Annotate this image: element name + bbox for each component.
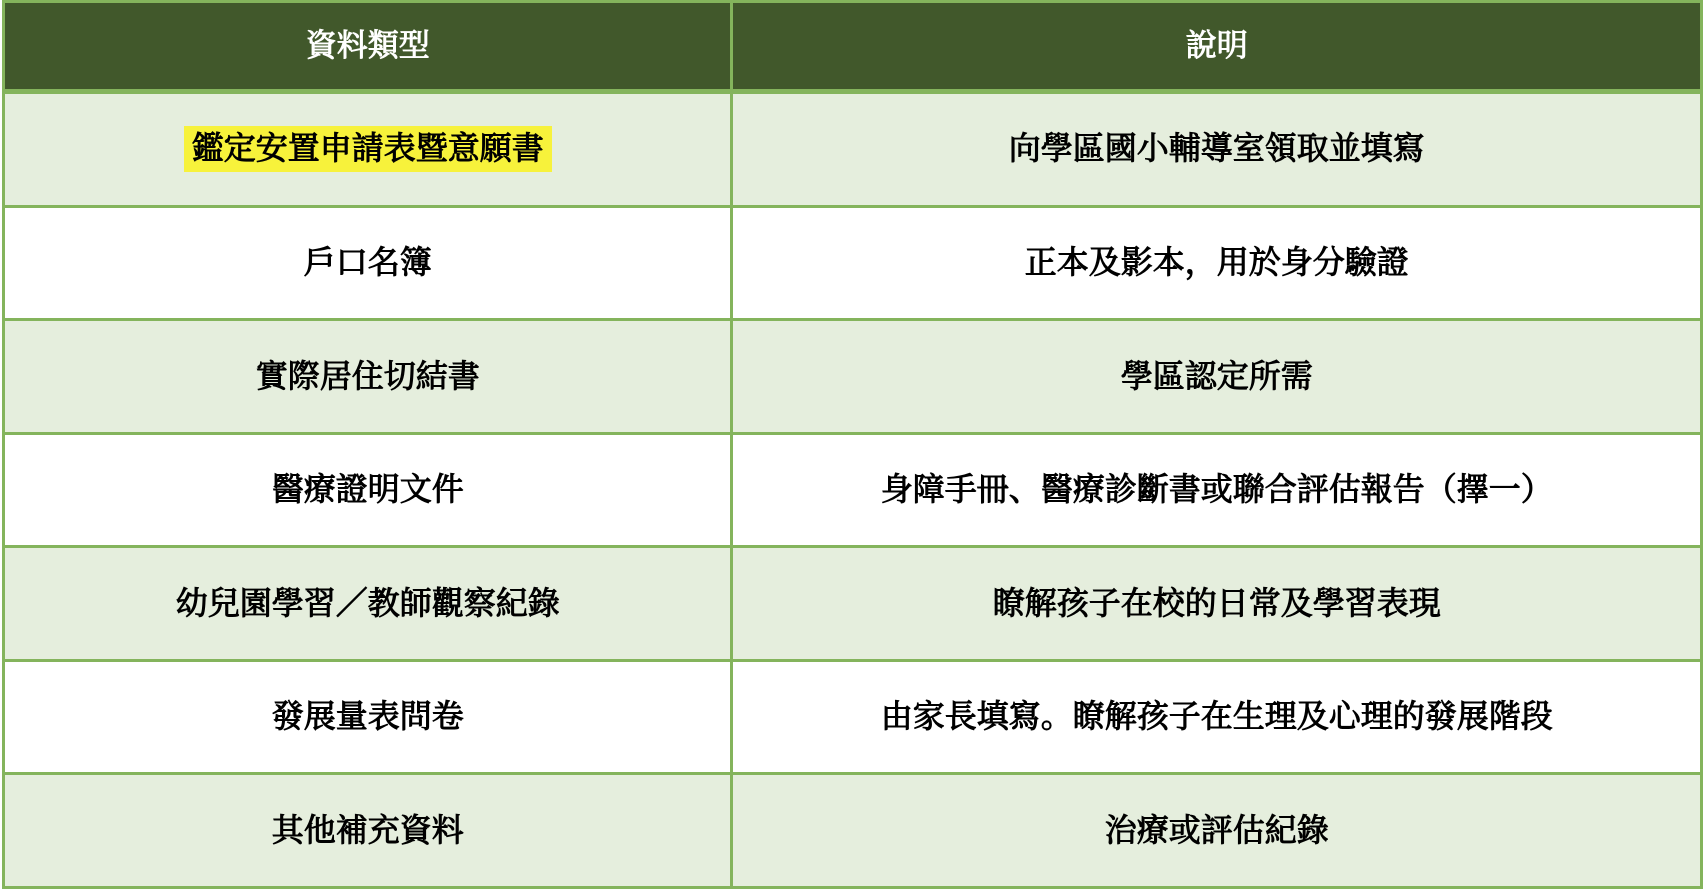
cell-doc-type <box>5 94 730 205</box>
cell-doc-type: 發展量表問卷 <box>271 698 464 735</box>
cell-doc-desc: 向學區國小輔導室領取並填寫 <box>730 94 1700 205</box>
cell-doc-desc: 學區認定所需 <box>730 321 1700 432</box>
header-data-type: 資料類型 <box>305 27 430 63</box>
table-row <box>5 94 1700 205</box>
table-row <box>5 772 1700 886</box>
documents-required-table <box>2 0 1703 889</box>
table-row <box>5 659 1700 773</box>
table-row <box>5 432 1700 546</box>
table-row <box>5 205 1700 319</box>
cell-doc-desc: 治療或評估紀錄 <box>730 775 1700 886</box>
cell-doc-desc: 由家長填寫。瞭解孩子在生理及心理的發展階段 <box>730 662 1700 773</box>
cell-doc-desc: 瞭解孩子在校的日常及學習表現 <box>730 548 1700 659</box>
cell-doc-desc: 身障手冊、醫療診斷書或聯合評估報告（擇一） <box>730 435 1700 546</box>
table-header-row <box>5 3 1700 94</box>
table-row <box>5 545 1700 659</box>
table-row <box>5 318 1700 432</box>
cell-doc-type: 戶口名簿 <box>303 244 432 281</box>
cell-doc-type: 其他補充資料 <box>271 811 464 848</box>
highlighted-text: 鑑定安置申請表暨意願書 <box>184 126 552 172</box>
cell-doc-type: 幼兒園學習／教師觀察紀錄 <box>175 584 560 621</box>
header-description: 說明 <box>730 3 1700 89</box>
cell-doc-type: 醫療證明文件 <box>271 471 464 508</box>
cell-doc-type: 實際居住切結書 <box>255 357 480 394</box>
cell-doc-desc: 正本及影本，用於身分驗證 <box>730 208 1700 319</box>
